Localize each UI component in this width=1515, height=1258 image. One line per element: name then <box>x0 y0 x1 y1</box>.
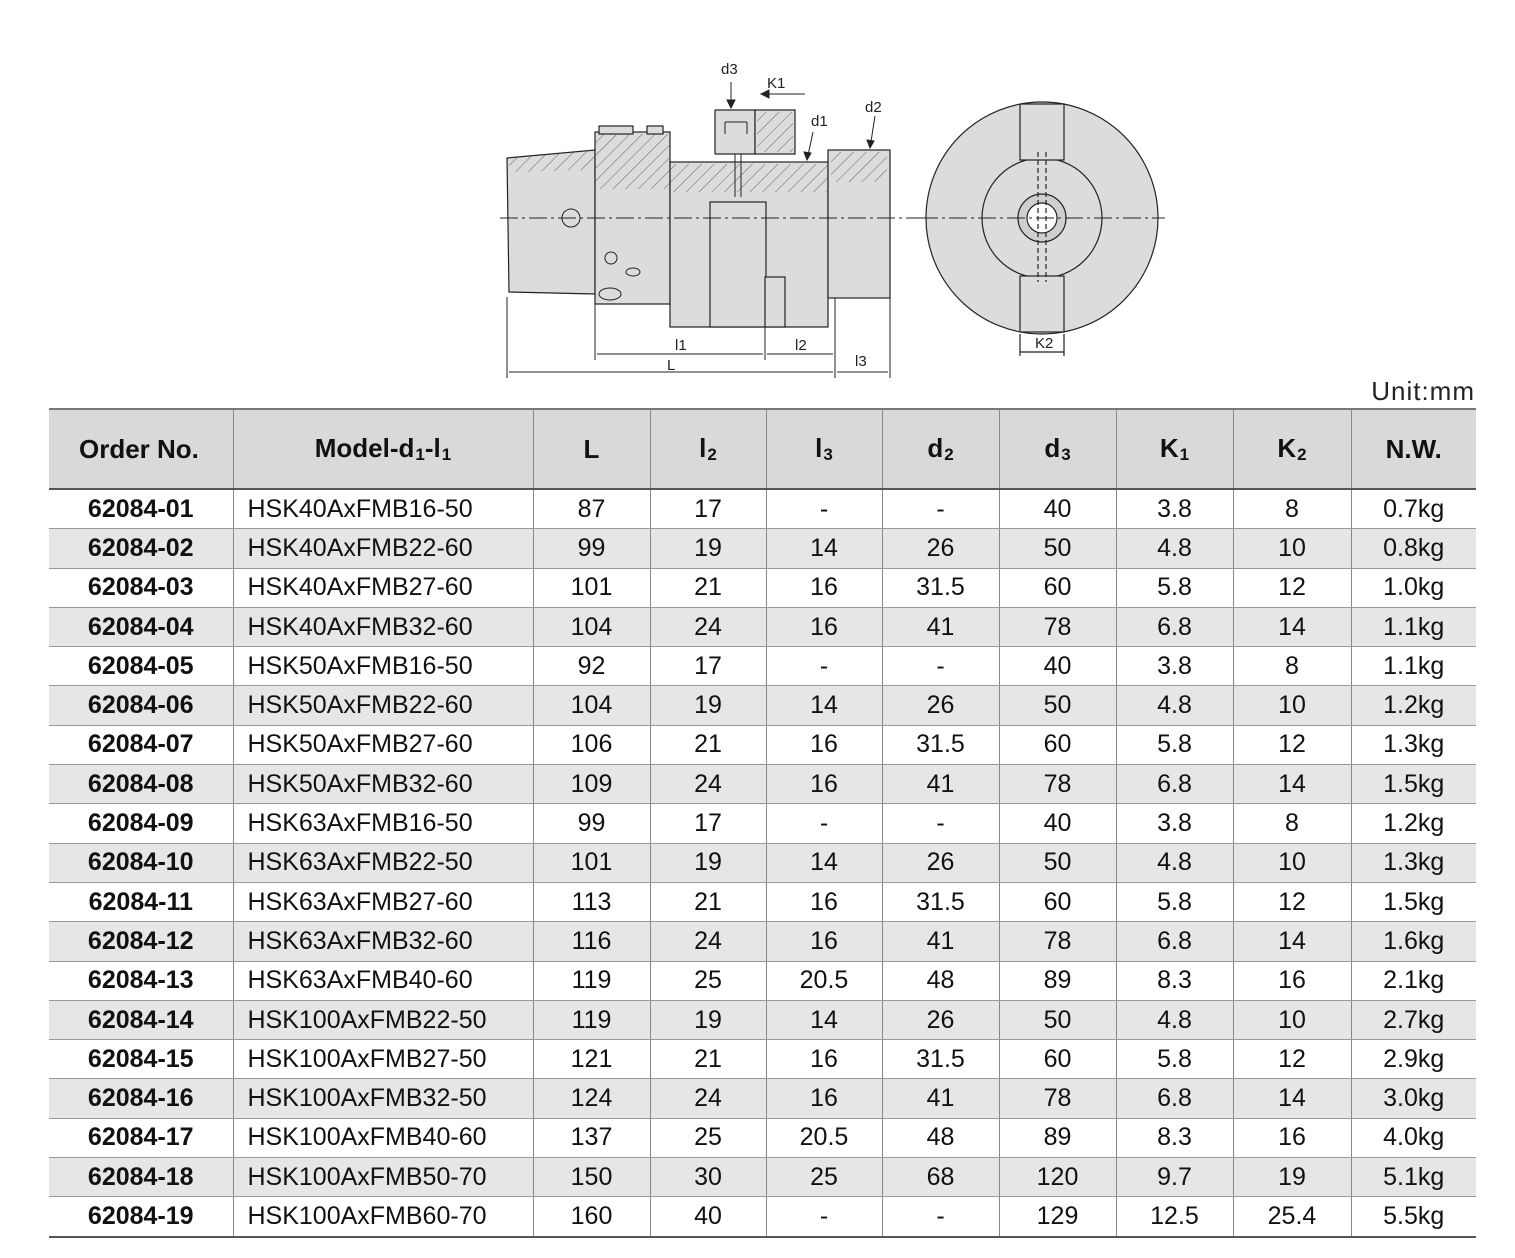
value-cell: 3.8 <box>1116 647 1233 686</box>
value-cell: 0.7kg <box>1351 489 1476 529</box>
column-header-text: -l <box>424 433 441 463</box>
value-cell: 21 <box>650 568 766 607</box>
model-cell: HSK50AxFMB32-60 <box>233 765 533 804</box>
column-header-text: d <box>1044 433 1061 463</box>
value-cell: 1.2kg <box>1351 686 1476 725</box>
table-row <box>49 568 1476 607</box>
value-cell: 12 <box>1233 1040 1351 1079</box>
unit-label: Unit:mm <box>1371 376 1475 406</box>
model-cell: HSK100AxFMB50-70 <box>233 1158 533 1197</box>
value-cell: 3.0kg <box>1351 1079 1476 1118</box>
value-cell: 60 <box>999 725 1116 764</box>
value-cell: 19 <box>1233 1158 1351 1197</box>
value-cell: 116 <box>533 922 650 961</box>
value-cell: 14 <box>766 686 882 725</box>
value-cell: 5.8 <box>1116 725 1233 764</box>
table-row <box>49 1040 1476 1079</box>
table-row <box>49 1079 1476 1118</box>
value-cell: 89 <box>999 1118 1116 1157</box>
value-cell: 16 <box>766 922 882 961</box>
value-cell: 8 <box>1233 489 1351 529</box>
value-cell: 1.3kg <box>1351 725 1476 764</box>
value-cell: 12 <box>1233 882 1351 921</box>
value-cell: 19 <box>650 529 766 568</box>
table-row <box>49 607 1476 646</box>
model-cell: HSK40AxFMB32-60 <box>233 607 533 646</box>
value-cell: 26 <box>882 686 999 725</box>
value-cell: 104 <box>533 607 650 646</box>
value-cell: 6.8 <box>1116 765 1233 804</box>
value-cell: 9.7 <box>1116 1158 1233 1197</box>
value-cell: 5.8 <box>1116 882 1233 921</box>
value-cell: 87 <box>533 489 650 529</box>
table-row <box>49 647 1476 686</box>
column-header-text: Order No. <box>79 433 199 464</box>
value-cell: 137 <box>533 1118 650 1157</box>
value-cell: 24 <box>650 1079 766 1118</box>
value-cell: 14 <box>766 529 882 568</box>
column-header-subscript: 2 <box>944 445 954 464</box>
value-cell: 21 <box>650 1040 766 1079</box>
column-header-subscript: 1 <box>441 445 452 464</box>
model-cell: HSK100AxFMB27-50 <box>233 1040 533 1079</box>
value-cell: 124 <box>533 1079 650 1118</box>
model-cell: HSK50AxFMB22-60 <box>233 686 533 725</box>
value-cell: 92 <box>533 647 650 686</box>
order-number-cell: 62084-15 <box>49 1040 233 1079</box>
value-cell: 1.2kg <box>1351 804 1476 843</box>
value-cell: 16 <box>766 568 882 607</box>
value-cell: 101 <box>533 568 650 607</box>
value-cell: 104 <box>533 686 650 725</box>
order-number-cell: 62084-14 <box>49 1000 233 1039</box>
order-number-cell: 62084-12 <box>49 922 233 961</box>
table-row <box>49 725 1476 764</box>
value-cell: 6.8 <box>1116 1079 1233 1118</box>
value-cell: 0.8kg <box>1351 529 1476 568</box>
order-number-cell: 62084-16 <box>49 1079 233 1118</box>
value-cell: 40 <box>999 489 1116 529</box>
order-number-cell: 62084-02 <box>49 529 233 568</box>
order-number-cell: 62084-03 <box>49 568 233 607</box>
table-row <box>49 1118 1476 1157</box>
table-row <box>49 843 1476 882</box>
order-number-cell: 62084-06 <box>49 686 233 725</box>
order-number-cell: 62084-07 <box>49 725 233 764</box>
value-cell: 26 <box>882 1000 999 1039</box>
column-header <box>533 409 650 489</box>
value-cell: 5.8 <box>1116 1040 1233 1079</box>
value-cell: - <box>882 804 999 843</box>
value-cell: 119 <box>533 1000 650 1039</box>
value-cell: 4.8 <box>1116 1000 1233 1039</box>
table-row <box>49 961 1476 1000</box>
value-cell: 2.9kg <box>1351 1040 1476 1079</box>
value-cell: 12 <box>1233 725 1351 764</box>
value-cell: 14 <box>766 843 882 882</box>
order-number-cell: 62084-17 <box>49 1118 233 1157</box>
value-cell: 41 <box>882 1079 999 1118</box>
model-cell: HSK50AxFMB27-60 <box>233 725 533 764</box>
value-cell: 14 <box>766 1000 882 1039</box>
value-cell: 19 <box>650 843 766 882</box>
value-cell: - <box>766 647 882 686</box>
spec-table <box>49 408 1476 1238</box>
value-cell: 16 <box>1233 961 1351 1000</box>
column-header <box>999 409 1116 489</box>
model-cell: HSK100AxFMB60-70 <box>233 1197 533 1237</box>
value-cell: 16 <box>766 725 882 764</box>
column-header-text: L <box>583 433 600 464</box>
value-cell: 5.1kg <box>1351 1158 1476 1197</box>
value-cell: 24 <box>650 922 766 961</box>
value-cell: 109 <box>533 765 650 804</box>
value-cell: 78 <box>999 922 1116 961</box>
value-cell: 99 <box>533 804 650 843</box>
model-cell: HSK40AxFMB16-50 <box>233 489 533 529</box>
label-l2: l2 <box>795 337 807 354</box>
column-header <box>49 409 233 489</box>
value-cell: 4.8 <box>1116 529 1233 568</box>
order-number-cell: 62084-19 <box>49 1197 233 1237</box>
value-cell: 40 <box>999 647 1116 686</box>
value-cell: 14 <box>1233 607 1351 646</box>
value-cell: 160 <box>533 1197 650 1237</box>
value-cell: 78 <box>999 1079 1116 1118</box>
value-cell: 14 <box>1233 922 1351 961</box>
value-cell: 41 <box>882 922 999 961</box>
value-cell: 17 <box>650 647 766 686</box>
column-header <box>1116 409 1233 489</box>
value-cell: 1.0kg <box>1351 568 1476 607</box>
value-cell: 121 <box>533 1040 650 1079</box>
value-cell: 78 <box>999 765 1116 804</box>
tool-holder-drawing <box>495 52 1175 387</box>
value-cell: 3.8 <box>1116 489 1233 529</box>
column-header-text: K <box>1277 433 1297 463</box>
value-cell: 10 <box>1233 843 1351 882</box>
label-K1: K1 <box>767 75 786 92</box>
value-cell: 89 <box>999 961 1116 1000</box>
value-cell: 78 <box>999 607 1116 646</box>
order-number-cell: 62084-01 <box>49 489 233 529</box>
value-cell: 60 <box>999 1040 1116 1079</box>
column-header-text: l <box>699 433 707 463</box>
value-cell: 19 <box>650 686 766 725</box>
value-cell: 1.1kg <box>1351 607 1476 646</box>
column-header-subscript: 1 <box>1179 445 1190 464</box>
label-d3: d3 <box>721 61 738 78</box>
model-cell: HSK100AxFMB22-50 <box>233 1000 533 1039</box>
value-cell: 1.5kg <box>1351 765 1476 804</box>
column-header-subscript: 1 <box>415 445 425 464</box>
table-row <box>49 1158 1476 1197</box>
order-number-cell: 62084-09 <box>49 804 233 843</box>
value-cell: - <box>766 1197 882 1237</box>
value-cell: 25 <box>766 1158 882 1197</box>
value-cell: 12 <box>1233 568 1351 607</box>
value-cell: 17 <box>650 489 766 529</box>
table-row <box>49 922 1476 961</box>
value-cell: 8.3 <box>1116 1118 1233 1157</box>
value-cell: 2.7kg <box>1351 1000 1476 1039</box>
value-cell: 30 <box>650 1158 766 1197</box>
value-cell: 129 <box>999 1197 1116 1237</box>
table-row <box>49 489 1476 529</box>
value-cell: 5.8 <box>1116 568 1233 607</box>
value-cell: 41 <box>882 607 999 646</box>
value-cell: 50 <box>999 529 1116 568</box>
value-cell: 24 <box>650 765 766 804</box>
value-cell: 4.8 <box>1116 686 1233 725</box>
value-cell: 31.5 <box>882 568 999 607</box>
model-cell: HSK100AxFMB32-50 <box>233 1079 533 1118</box>
value-cell: 50 <box>999 686 1116 725</box>
label-l1: l1 <box>675 337 687 354</box>
table-body <box>49 489 1476 1237</box>
column-header <box>882 409 999 489</box>
table-row <box>49 1197 1476 1237</box>
value-cell: 21 <box>650 882 766 921</box>
value-cell: 20.5 <box>766 961 882 1000</box>
model-cell: HSK40AxFMB27-60 <box>233 568 533 607</box>
value-cell: 26 <box>882 843 999 882</box>
model-cell: HSK63AxFMB27-60 <box>233 882 533 921</box>
value-cell: 48 <box>882 961 999 1000</box>
value-cell: 8 <box>1233 804 1351 843</box>
order-number-cell: 62084-11 <box>49 882 233 921</box>
label-d2: d2 <box>865 99 882 116</box>
value-cell: 48 <box>882 1118 999 1157</box>
value-cell: 16 <box>766 1079 882 1118</box>
column-header-text: d <box>927 433 944 463</box>
value-cell: 60 <box>999 568 1116 607</box>
value-cell: - <box>882 489 999 529</box>
value-cell: 24 <box>650 607 766 646</box>
table-row <box>49 804 1476 843</box>
model-cell: HSK63AxFMB32-60 <box>233 922 533 961</box>
value-cell: 19 <box>650 1000 766 1039</box>
value-cell: 50 <box>999 1000 1116 1039</box>
model-cell: HSK63AxFMB40-60 <box>233 961 533 1000</box>
value-cell: 150 <box>533 1158 650 1197</box>
value-cell: 8 <box>1233 647 1351 686</box>
front-view <box>920 102 1165 356</box>
value-cell: 106 <box>533 725 650 764</box>
value-cell: 31.5 <box>882 725 999 764</box>
value-cell: 8.3 <box>1116 961 1233 1000</box>
value-cell: 31.5 <box>882 1040 999 1079</box>
value-cell: - <box>882 1197 999 1237</box>
table-row <box>49 686 1476 725</box>
value-cell: 4.0kg <box>1351 1118 1476 1157</box>
value-cell: 16 <box>766 607 882 646</box>
value-cell: 25.4 <box>1233 1197 1351 1237</box>
value-cell: 17 <box>650 804 766 843</box>
value-cell: 10 <box>1233 1000 1351 1039</box>
table-row <box>49 882 1476 921</box>
column-header-text: N.W. <box>1385 433 1442 464</box>
value-cell: 12.5 <box>1116 1197 1233 1237</box>
table-header-row <box>49 409 1476 489</box>
value-cell: 99 <box>533 529 650 568</box>
column-header-subscript: 3 <box>823 445 833 464</box>
model-cell: HSK100AxFMB40-60 <box>233 1118 533 1157</box>
value-cell: 26 <box>882 529 999 568</box>
value-cell: 31.5 <box>882 882 999 921</box>
model-cell: HSK63AxFMB22-50 <box>233 843 533 882</box>
value-cell: - <box>766 489 882 529</box>
value-cell: 21 <box>650 725 766 764</box>
table-row <box>49 765 1476 804</box>
value-cell: 2.1kg <box>1351 961 1476 1000</box>
model-cell: HSK63AxFMB16-50 <box>233 804 533 843</box>
value-cell: 113 <box>533 882 650 921</box>
value-cell: 16 <box>766 1040 882 1079</box>
column-header-text: Model-d <box>314 433 415 463</box>
value-cell: 1.5kg <box>1351 882 1476 921</box>
value-cell: 50 <box>999 843 1116 882</box>
value-cell: 101 <box>533 843 650 882</box>
label-l3: l3 <box>855 353 867 370</box>
value-cell: 1.3kg <box>1351 843 1476 882</box>
value-cell: 10 <box>1233 529 1351 568</box>
column-header-subscript: 2 <box>1297 445 1307 464</box>
value-cell: 119 <box>533 961 650 1000</box>
value-cell: 60 <box>999 882 1116 921</box>
column-header <box>233 409 533 489</box>
value-cell: 16 <box>766 882 882 921</box>
table-row <box>49 529 1476 568</box>
value-cell: 16 <box>1233 1118 1351 1157</box>
value-cell: 6.8 <box>1116 922 1233 961</box>
value-cell: 120 <box>999 1158 1116 1197</box>
value-cell: 14 <box>1233 1079 1351 1118</box>
value-cell: 25 <box>650 1118 766 1157</box>
column-header <box>650 409 766 489</box>
table-row <box>49 1000 1476 1039</box>
model-cell: HSK40AxFMB22-60 <box>233 529 533 568</box>
value-cell: 1.1kg <box>1351 647 1476 686</box>
label-d1: d1 <box>811 113 828 130</box>
column-header <box>766 409 882 489</box>
value-cell: 40 <box>650 1197 766 1237</box>
value-cell: 1.6kg <box>1351 922 1476 961</box>
order-number-cell: 62084-13 <box>49 961 233 1000</box>
label-L: L <box>667 357 676 374</box>
value-cell: 14 <box>1233 765 1351 804</box>
label-K2: K2 <box>1035 335 1054 352</box>
order-number-cell: 62084-10 <box>49 843 233 882</box>
value-cell: 4.8 <box>1116 843 1233 882</box>
column-header-text: l <box>815 433 823 463</box>
order-number-cell: 62084-08 <box>49 765 233 804</box>
value-cell: 5.5kg <box>1351 1197 1476 1237</box>
model-cell: HSK50AxFMB16-50 <box>233 647 533 686</box>
column-header-subscript: 2 <box>707 445 717 464</box>
value-cell: 3.8 <box>1116 804 1233 843</box>
value-cell: 41 <box>882 765 999 804</box>
order-number-cell: 62084-05 <box>49 647 233 686</box>
value-cell: 40 <box>999 804 1116 843</box>
value-cell: 25 <box>650 961 766 1000</box>
value-cell: 10 <box>1233 686 1351 725</box>
column-header-subscript: 3 <box>1061 445 1071 464</box>
column-header-text: K <box>1159 433 1179 463</box>
value-cell: - <box>766 804 882 843</box>
order-number-cell: 62084-18 <box>49 1158 233 1197</box>
value-cell: 6.8 <box>1116 607 1233 646</box>
order-number-cell: 62084-04 <box>49 607 233 646</box>
column-header <box>1233 409 1351 489</box>
value-cell: 16 <box>766 765 882 804</box>
value-cell: - <box>882 647 999 686</box>
column-header <box>1351 409 1476 489</box>
value-cell: 68 <box>882 1158 999 1197</box>
value-cell: 20.5 <box>766 1118 882 1157</box>
